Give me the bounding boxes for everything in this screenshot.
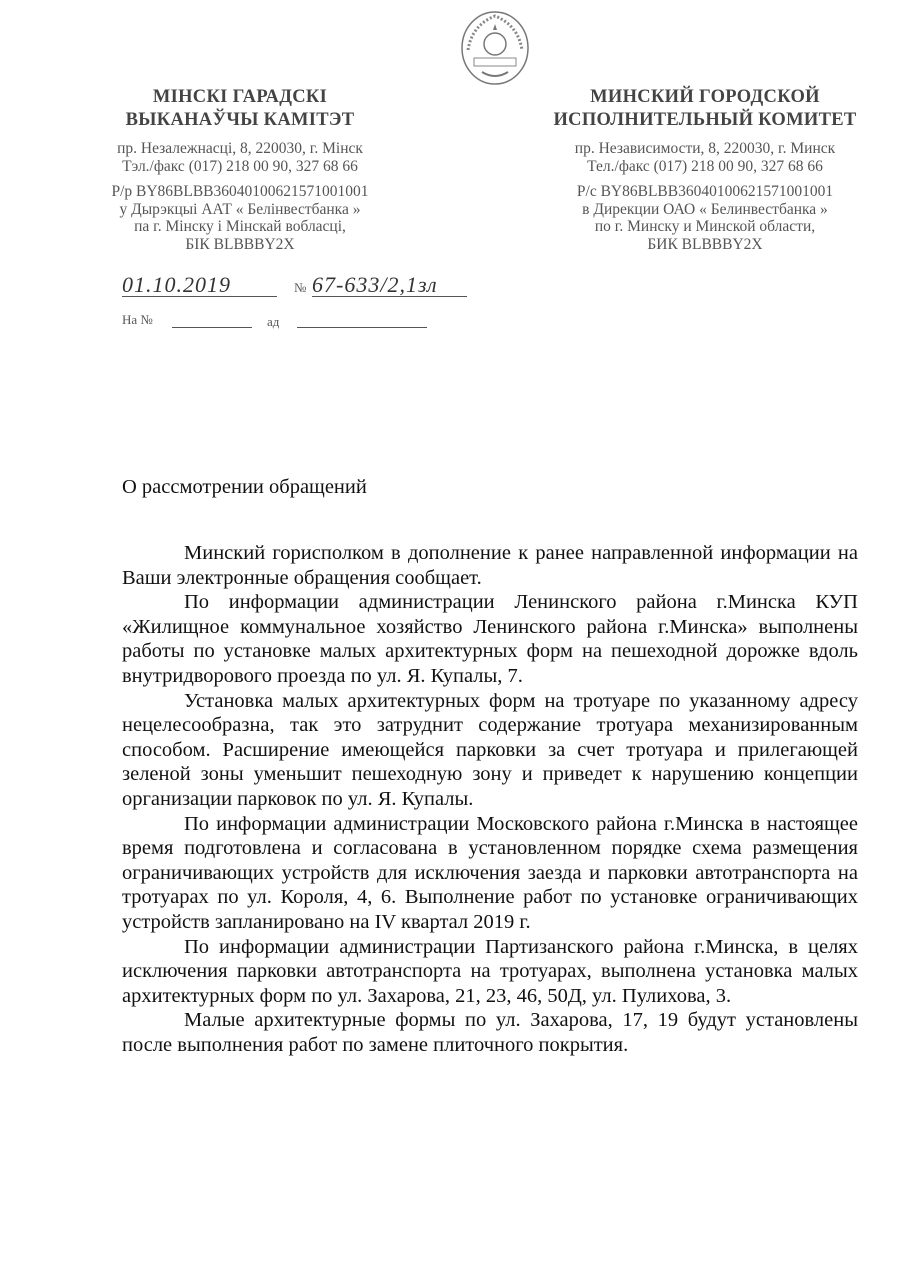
reply-number-line (172, 327, 252, 328)
bank-region: по г. Минску и Минской области, (594, 218, 816, 235)
address: пр. Независимости, 8, 220030, г. Минск (574, 140, 836, 157)
header-right-ru (535, 86, 875, 253)
org-title-line: МІНСКІ ГАРАДСКІ (152, 87, 328, 107)
paragraph: Минский горисполком в дополнение к ранее направленной информации на Ваши электронные обращения сообщает. (122, 542, 858, 589)
registration-block (122, 272, 482, 332)
state-emblem-icon (458, 10, 532, 86)
org-title-line: МИНСКИЙ ГОРОДСКОЙ (590, 87, 820, 107)
from-label: ад (267, 314, 280, 329)
bic: БИК BLBBBY2X (647, 235, 763, 253)
letter-body (122, 541, 858, 1057)
address: пр. Незалежнасці, 8, 220030, г. Мінск (117, 140, 363, 157)
subject-line: О рассмотрении обращений (122, 476, 367, 498)
bank: у Дырэкцыі ААТ « Белінвестбанка » (119, 200, 361, 218)
reply-date-line (297, 327, 427, 328)
account: Р/с BY86BLBB36040100621571001001 (576, 183, 834, 200)
account: Р/р BY86BLBB36040100621571001001 (111, 183, 369, 200)
reply-label: На № (122, 312, 153, 327)
paragraph: По информации администрации Партизанского района г.Минска, в целях исключения парковки автотранспорта на тротуарах, выполнена установка малых архитектурных форм по ул. Захарова, 21, 23, 46, 50Д, ул. Пулихова, 3. (122, 935, 858, 1007)
number-label: № (294, 280, 307, 295)
bic: БІК BLBBBY2X (185, 235, 295, 253)
paragraph: По информации администрации Московского района г.Минска в настоящее время подготовлена и согласована в установленном порядке схема размещения ограничивающих устройств для исключения заезда и парковки автотранспорта на тротуарах по ул. Короля, 4, 6. Выполнение работ по установке ограничивающих устройств запланировано на IV квартал 2019 г. (122, 812, 858, 933)
bank: в Дирекции ОАО « Белинвестбанка » (582, 200, 828, 218)
handwritten-date: 01.10.2019 (122, 272, 277, 297)
bank-region: па г. Мінску і Мінскай вобласці, (134, 218, 346, 235)
org-title-line: ВЫКАНАЎЧЫ КАМІТЭТ (125, 110, 355, 130)
header-left-be (70, 86, 410, 253)
paragraph: Малые архитектурные формы по ул. Захарова, 17, 19 будут установлены после выполнения работ по замене плиточного покрытия. (122, 1009, 858, 1056)
handwritten-number: 67-633/2,1зл (312, 272, 467, 297)
paragraph: Установка малых архитектурных форм на тротуаре по указанному адресу нецелесообразна, так это затруднит содержание тротуара механизированным способом. Расширение имеющейся парковки за счет тротуара и прилегающей зеленой зоны уменьшит пешеходную зону и приведет к нарушению концепции организации парковок по ул. Я. Купалы. (122, 689, 858, 810)
phone: Тэл./факс (017) 218 00 90, 327 68 66 (122, 157, 358, 175)
org-title-line: ИСПОЛНИТЕЛЬНЫЙ КОМИТЕТ (553, 110, 857, 130)
paragraph: По информации администрации Ленинского района г.Минска КУП «Жилищное коммунальное хозяйство Ленинского района г.Минска» выполнены работы по установке малых архитектурных форм на пешеходной дорожке вдоль внутридворового проезда по ул. Я. Купалы, 7. (122, 591, 858, 687)
phone: Тел./факс (017) 218 00 90, 327 68 66 (587, 157, 823, 175)
